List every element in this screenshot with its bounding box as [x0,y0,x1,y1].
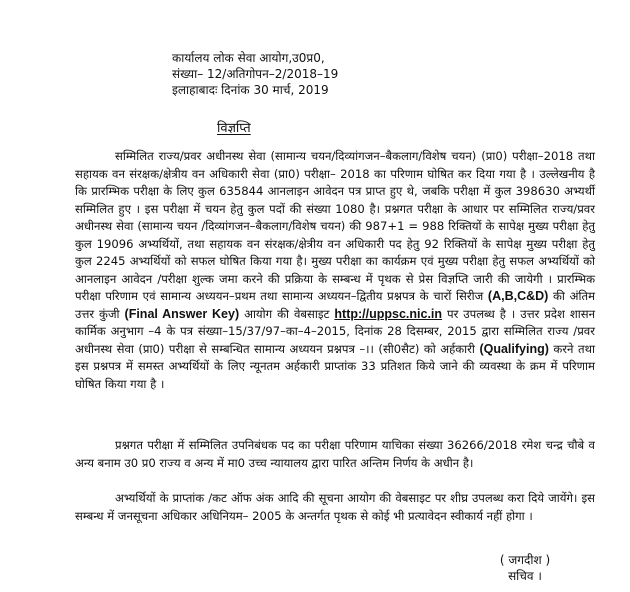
office-header [172,50,472,98]
para1-text-e: करने तथा इस प्रश्नपत्र में समस्त अभ्यर्थियों के लिए न्यूनतम अर्हकारी प्राप्तांक 33 प्रतिशत किये जाने की व्यवस्था के क्रम में परिणाम घोषित किया गया है । [75,341,595,391]
para1-text-c: आयोग की वेबसाइट [244,306,330,321]
reference-number: संख्या– 12/अतिगोपन–2/2018–19 [172,67,339,81]
office-name: कार्यालय लोक सेवा आयोग,उ0प्र0, [172,51,325,65]
final-answer-key: (Final Answer Key) [124,306,240,321]
para1-text-a: सम्मिलित राज्य/प्रवर अधीनस्थ सेवा (सामान्य चयन/दिव्यांगजन–बैकलाग/विशेष चयन) (प्रा0) परीक्षा–2018 तथा सहायक वन संरक्षक/क्षेत्रीय वन अधिकारी सेवा (प्रा0) परीक्षा– 2018 का परिणाम घोषित कर दिया गया है । उल्लेखनीय है कि प्रारम्भिक परीक्षा के लिए कुल 635844 आनलाइन आवेदन पत्र प्राप्त हुए थे, जबकि परीक्षा में कुल 398630 अभ्यर्थी सम्मिलित हुए । इस परीक्षा में चयन हेतु कुल पदों की संख्या 1080 है। प्रश्नगत परीक्षा के आधार पर सम्मिलित राज्य/प्रवर अधीनस्थ सेवा (सामान्य चयन /दिव्यांगजन–बैकलाग/विशेष चयन) की 987+1 = 988 रिक्तियों के सापेक्ष मुख्य परीक्षा हेतु कुल 19096 अभ्यर्थियों, तथा सहायक वन संरक्षक/क्षेत्रीय वन अधिकारी पद हेतु 92 रिक्तियों के सापेक्ष मुख्य परीक्षा हेतु कुल 2245 अभ्यर्थियों को सफल घोषित किया गया है। मुख्य परीक्षा का कार्यक्रम एवं मुख्य परीक्षा हेतु सफल अभ्यर्थियों को आनलाइन आवेदन /परीक्षा शुल्क जमा करने की प्रक्रिया के सम्बन्ध में पृथक से प्रेस विज्ञप्ति जारी की जायेगी । प्रारम्भिक परीक्षा परिणाम एवं सामान्य अध्ययन–प्रथम तथा सामान्य अध्ययन–द्वितीय प्रश्नपत्र के चारों सिरीज [75,149,595,303]
notice-title: विज्ञप्ति [217,121,251,136]
paragraph-result-announcement [75,148,595,393]
para1-text-b: की अंतिम उत्तर कुंजी [75,289,596,321]
paragraph-subregistrar-result [75,437,595,472]
paragraph-marks-info [75,490,595,525]
place-date: इलाहाबादः दिनांक 30 मार्च, 2019 [172,83,329,97]
para2-text: प्रश्नगत परीक्षा में सम्मिलित उपनिबंधक पद का परीक्षा परिणाम याचिका संख्या 36266/2018 रमेश चन्द्र चौबे व अन्य बनाम उ0 प्र0 राज्य व अन्य में मा0 उच्च न्यायालय द्वारा पारित अन्तिम निर्णय के अधीन है। [75,438,595,470]
para3-text: अभ्यर्थियों के प्राप्तांक /कट ऑफ अंक आदि की सूचना आयोग की वेबसाइट पर शीघ्र उपलब्ध करा दिये जायेंगे। इस सम्बन्ध में जनसूचना अधिकार अधिनियम– 2005 के अन्तर्गत पृथक से कोई भी प्रत्यावेदन स्वीकार्य नहीं होगा । [75,491,595,523]
signatory-name: ( जगदीश ) [499,553,551,567]
series-label: (A,B,C&D) [487,289,549,303]
signature-block [460,552,590,584]
signatory-designation: सचिव । [508,569,542,583]
qualifying-label: (Qualifying) [479,341,549,356]
para1-text-d: पर उपलब्ध है । उत्तर प्रदेश शासन कार्मिक अनुभाग –4 के पत्र संख्या–15/37/97–का–4–2015, दिनांक 28 दिसम्बर, 2015 द्वारा सम्मिलित राज्य /प्रवर अधीनस्थ सेवा (प्रा0) परीक्षा से सम्बन्धित सामान्य अध्ययन प्रश्नपत्र –।। (सी0सैट) को अर्हकारी [75,306,596,356]
website-link[interactable]: http://uppsc.nic.in [334,306,443,321]
